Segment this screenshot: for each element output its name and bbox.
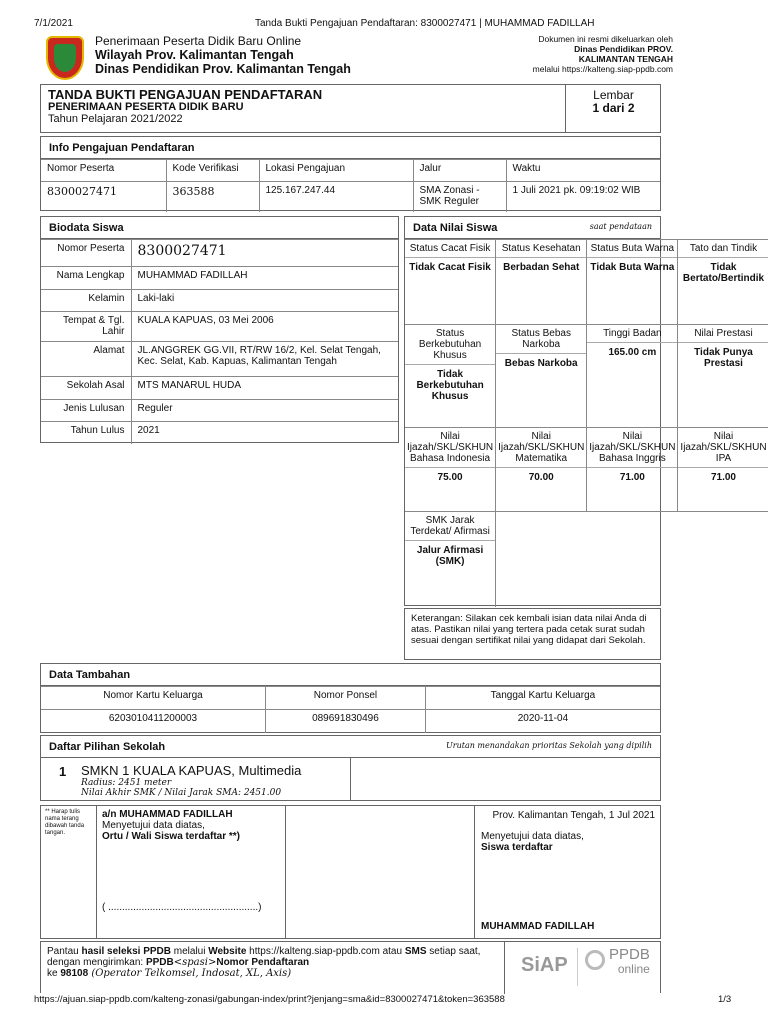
- province-logo: [46, 36, 84, 80]
- kode-verifikasi-value: 363588: [166, 182, 259, 212]
- doc-subtitle: PENERIMAAN PESERTA DIDIK BARU: [48, 101, 244, 113]
- parent-label: Ortu / Wali Siswa terdaftar **): [102, 831, 240, 842]
- nilai-key: Tato dan Tindik: [678, 240, 768, 258]
- info-heading: Info Pengajuan Pendaftaran: [41, 137, 660, 159]
- footer-text: Pantau hasil seleksi PPDB melalui Website https://kalteng.siap-ppdb.com atau SMS setiap saat, dengan mengirimkan: PPDB<spasi>Nomor Pendaftaran ke 98108 (Operator Telkomsel, Indosat, XL, Axis): [47, 946, 481, 979]
- biodata-row: [41, 377, 398, 400]
- biodata-row: [41, 240, 398, 267]
- nilai-value: Jalur Afirmasi (SMK): [416, 545, 484, 567]
- nilai-value: 71.00: [710, 472, 736, 483]
- biodata-row: [41, 312, 398, 342]
- nilai-key: SMK Jarak Terdekat/ Afirmasi: [405, 512, 495, 541]
- letterhead-line1: Penerimaan Peserta Didik Baru Online: [95, 34, 302, 48]
- biodata-value: MUHAMMAD FADILLAH: [131, 267, 398, 290]
- biodata-value: JL.ANGGREK GG.VII, RT/RW 16/2, Kel. Selat Tengah, Kec. Selat, Kab. Kapuas, Kalimantan Tengah: [131, 342, 398, 377]
- nilai-cell: [405, 325, 496, 428]
- pilihan-section: [40, 735, 661, 801]
- nilai-key: Nilai Ijazah/SKL/SKHUN Bahasa Indonesia: [405, 428, 495, 468]
- title-box: [40, 84, 661, 133]
- nilai-value: Tidak Bertato/Bertindik: [682, 262, 765, 284]
- biodata-row: [41, 400, 398, 422]
- col-lokasi: Lokasi Pengajuan: [259, 160, 413, 182]
- biodata-row: [41, 267, 398, 290]
- nilai-cell: [678, 428, 768, 512]
- page-number: 1/3: [718, 994, 732, 1005]
- place-date: Prov. Kalimantan Tengah, 1 Jul 2021: [492, 810, 655, 821]
- nilai-value: 165.00 cm: [608, 347, 657, 358]
- parent-signature-line: ( ......................................................): [102, 902, 262, 913]
- ponsel-value: 089691830496: [266, 710, 426, 733]
- parent-an: a/n MUHAMMAD FADILLAH: [102, 809, 233, 820]
- nilai-value: Tidak Punya Prestasi: [694, 347, 753, 369]
- pilihan-score: Nilai Akhir SMK / Nilai Jarak SMA: 2451.00: [81, 788, 282, 798]
- nilai-key: Status Kesehatan: [496, 240, 586, 258]
- col-ponsel: Nomor Ponsel: [266, 687, 426, 710]
- nilai-key: Nilai Ijazah/SKL/SKHUN IPA: [678, 428, 768, 468]
- issuer-1: Dinas Pendidikan PROV.: [574, 44, 673, 54]
- signature-section: [40, 805, 661, 939]
- empty-cell: [496, 512, 768, 607]
- kk-value: 6203010411200003: [41, 710, 266, 733]
- col-waktu: Waktu: [506, 160, 660, 182]
- biodata-row: [41, 290, 398, 312]
- sheet-value: 1 dari 2: [592, 101, 635, 115]
- tambahan-heading: Data Tambahan: [41, 664, 660, 686]
- issuer-2: KALIMANTAN TENGAH: [578, 54, 673, 64]
- doc-issued: Dokumen ini resmi dikeluarkan oleh: [538, 34, 673, 44]
- nilai-key: Tinggi Badan: [587, 325, 677, 343]
- nilai-value: Tidak Berkebutuhan Khusus: [416, 369, 484, 402]
- nilai-value: 75.00: [437, 472, 463, 483]
- school-year: Tahun Pelajaran 2021/2022: [48, 113, 183, 125]
- biodata-label: Jenis Lulusan: [41, 400, 131, 422]
- issuer-url: melalui https://kalteng.siap-ppdb.com: [532, 64, 673, 74]
- biodata-value: KUALA KAPUAS, 03 Mei 2006: [131, 312, 398, 342]
- tambahan-section: [40, 663, 661, 733]
- print-date: 7/1/2021: [34, 18, 73, 29]
- siap-logo: SiAP: [521, 954, 568, 976]
- nilai-cell: [405, 428, 496, 512]
- col-tgl-kk: Tanggal Kartu Keluarga: [425, 687, 660, 710]
- pilihan-school: SMKN 1 KUALA KAPUAS, Multimedia: [81, 763, 302, 778]
- biodata-value: Reguler: [131, 400, 398, 422]
- nilai-value: Berbadan Sehat: [503, 262, 580, 273]
- col-kode-verifikasi: Kode Verifikasi: [166, 160, 259, 182]
- ppdb-logo-icon: [585, 950, 605, 970]
- waktu-value: 1 Juli 2021 pk. 09:19:02 WIB: [506, 182, 660, 212]
- print-title: Tanda Bukti Pengajuan Pendaftaran: 8300027471 | MUHAMMAD FADILLAH: [255, 18, 595, 29]
- biodata-label: Kelamin: [41, 290, 131, 312]
- pilihan-item: [41, 758, 351, 800]
- info-section: [40, 136, 661, 211]
- nilai-cell: [496, 428, 587, 512]
- keterangan: Keterangan: Silakan cek kembali isian data nilai Anda di atas. Pastikan nilai yang tertera pada cetak surat sudah sesuai dengan sertifikat nilai yang didapat dari Sekolah.: [404, 608, 661, 660]
- biodata-row: [41, 422, 398, 444]
- biodata-label: Nama Lengkap: [41, 267, 131, 290]
- student-label: Siswa terdaftar: [481, 842, 553, 853]
- jalur-value: SMA Zonasi - SMK Reguler: [413, 182, 506, 212]
- pilihan-radius: Radius: 2451 meter: [81, 778, 172, 788]
- letterhead-line2: Wilayah Prov. Kalimantan Tengah: [95, 48, 294, 62]
- biodata-value: Laki-laki: [131, 290, 398, 312]
- ppdb-logo-online: online: [617, 962, 650, 976]
- nilai-key: Status Cacat Fisik: [405, 240, 495, 258]
- nilai-key: Nilai Ijazah/SKL/SKHUN Matematika: [496, 428, 586, 468]
- nilai-key: Nilai Prestasi: [678, 325, 768, 343]
- footer-info: [40, 941, 661, 993]
- letterhead-line3: Dinas Pendidikan Prov. Kalimantan Tengah: [95, 62, 351, 76]
- nilai-section: [404, 216, 767, 606]
- blank-column: [286, 806, 475, 938]
- col-nomor-peserta: Nomor Peserta: [41, 160, 166, 182]
- nilai-cell: [587, 240, 678, 325]
- nilai-key: Status Berkebutuhan Khusus: [405, 325, 495, 365]
- nilai-key: Status Buta Warna: [587, 240, 677, 258]
- nilai-value: 70.00: [528, 472, 554, 483]
- biodata-label: Tahun Lulus: [41, 422, 131, 444]
- biodata-row: [41, 342, 398, 377]
- parent-agree: Menyetujui data diatas,: [102, 820, 205, 831]
- nilai-note: saat pendataan: [589, 222, 652, 231]
- nilai-value: Bebas Narkoba: [504, 358, 578, 369]
- nilai-cell: [678, 325, 768, 428]
- sheet-label: Lembar: [593, 88, 634, 102]
- biodata-label: Sekolah Asal: [41, 377, 131, 400]
- pilihan-note: Urutan menandakan prioritas Sekolah yang dipilih: [446, 741, 652, 750]
- doc-title: TANDA BUKTI PENGAJUAN PENDAFTARAN: [48, 87, 323, 102]
- student-name: MUHAMMAD FADILLAH: [481, 921, 595, 932]
- print-url: https://ajuan.siap-ppdb.com/kalteng-zonasi/gabungan-index/print?jenjang=sma&id=8300027471&token=363588: [34, 994, 505, 1005]
- lokasi-value: 125.167.247.44: [259, 182, 413, 212]
- col-kk: Nomor Kartu Keluarga: [41, 687, 266, 710]
- nilai-value: 71.00: [619, 472, 645, 483]
- nilai-cell: [405, 512, 496, 607]
- biodata-label: Alamat: [41, 342, 131, 377]
- nilai-cell: [405, 240, 496, 325]
- student-agree: Menyetujui data diatas,: [481, 831, 584, 842]
- nilai-cell: [496, 325, 587, 428]
- nilai-heading: Data Nilai Siswa saat pendataan: [405, 217, 660, 239]
- nilai-key: Status Bebas Narkoba: [496, 325, 586, 354]
- col-jalur: Jalur: [413, 160, 506, 182]
- nomor-peserta-value: 8300027471: [41, 182, 166, 212]
- biodata-section: [40, 216, 399, 443]
- biodata-label: Tempat & Tgl. Lahir: [41, 312, 131, 342]
- biodata-value: 2021: [131, 422, 398, 444]
- nilai-cell: [678, 240, 768, 325]
- biodata-value: 8300027471: [131, 240, 398, 267]
- biodata-heading: Biodata Siswa: [41, 217, 398, 239]
- signature-note: ** Harap tulis nama terang dibawah tanda tangan.: [41, 806, 97, 938]
- biodata-label: Nomor Peserta: [41, 240, 131, 267]
- nilai-key: Nilai Ijazah/SKL/SKHUN Bahasa Inggris: [587, 428, 677, 468]
- nilai-cell: [496, 240, 587, 325]
- pilihan-no: 1: [59, 764, 67, 779]
- ppdb-logo-text: PPDB: [609, 946, 650, 963]
- nilai-cell: [587, 325, 678, 428]
- nilai-value: Tidak Buta Warna: [590, 262, 675, 273]
- biodata-value: MTS MANARUL HUDA: [131, 377, 398, 400]
- nilai-cell: [587, 428, 678, 512]
- nilai-value: Tidak Cacat Fisik: [409, 262, 491, 273]
- pilihan-heading: Daftar Pilihan Sekolah Urutan menandakan prioritas Sekolah yang dipilih: [41, 736, 660, 758]
- tgl-kk-value: 2020-11-04: [425, 710, 660, 733]
